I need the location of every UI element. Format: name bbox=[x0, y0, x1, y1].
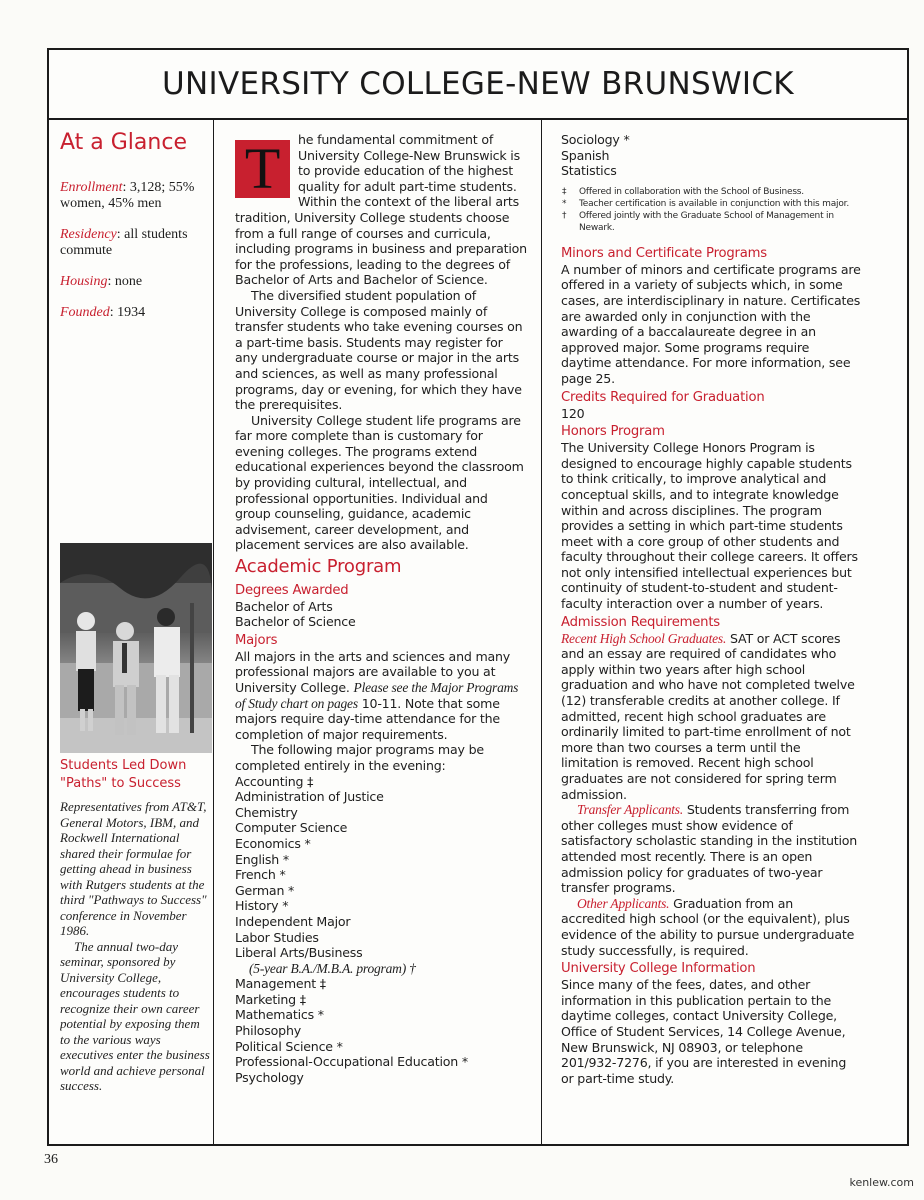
list-item: Statistics bbox=[561, 163, 617, 179]
watermark-credit: kenlew.com bbox=[849, 1176, 914, 1189]
info-text: Since many of the fees, dates, and other information in this publication pertain to the daytime colleges, contact University College, Office of Student Services, 14 College Avenue, New Brunswick, NJ 08903, or telephone 201/932-7276, if you are interested in evening or part-time study. bbox=[561, 977, 847, 1086]
list-item: Mathematics * bbox=[235, 1007, 324, 1023]
list-item: (5-year B.A./M.B.A. program) † bbox=[249, 960, 416, 976]
academic-program-heading: Academic Program bbox=[235, 556, 402, 578]
footnotes bbox=[561, 186, 861, 234]
other-applicants-text: Other Applicants. Graduation from an accredited high school (or the equivalent), plus evidence of the ability to pursue undergraduate study successfully, is required. bbox=[561, 895, 855, 958]
fact-founded: Founded: 1934 bbox=[60, 305, 146, 320]
fact-enrollment: Enrollment: 3,128; 55% women, 45% men bbox=[60, 180, 195, 211]
students-walking-image bbox=[60, 543, 212, 753]
list-item: Independent Major bbox=[235, 913, 351, 929]
info-heading: University College Information bbox=[561, 961, 756, 977]
honors-text: The University College Honors Program is designed to encourage highly capable students to think critically, to improve analytical and conceptual skills, and to integrate knowledge within and across disciplines. The program provides a setting in which part-time students meet with a core group of other students and faculty throughout their college careers. It offers not only intensified intellectual experiences but continuity of student-to-student and student-faculty interaction over a number of years. bbox=[561, 440, 858, 612]
minors-heading: Minors and Certificate Programs bbox=[561, 245, 767, 261]
degrees-heading: Degrees Awarded bbox=[235, 582, 349, 598]
list-item: Accounting ‡ bbox=[235, 773, 314, 789]
admission-heading: Admission Requirements bbox=[561, 614, 720, 630]
credits-heading: Credits Required for Graduation bbox=[561, 389, 765, 405]
list-item: Professional-Occupational Education * bbox=[235, 1054, 468, 1070]
footnote: † Offered jointly with the Graduate School of Management in Newark. bbox=[562, 210, 834, 233]
list-item: Psychology bbox=[235, 1069, 304, 1085]
degree-item: Bachelor of Arts bbox=[235, 598, 333, 614]
list-item: French * bbox=[235, 867, 286, 883]
fact-housing: Housing: none bbox=[60, 274, 143, 289]
credits-value: 120 bbox=[561, 405, 585, 421]
glance-heading: At a Glance bbox=[60, 130, 187, 155]
majors-heading: Majors bbox=[235, 632, 278, 648]
list-item: Computer Science bbox=[235, 820, 348, 836]
intro-paragraph-2: The diversified student population of University College is composed mainly of transfer students who take evening courses on a part-time basis. Students may register for any undergraduate course or major in the arts and sciences, as well as many professional programs, day or evening, for which they have the prerequisites. bbox=[235, 287, 523, 413]
right-column bbox=[561, 120, 861, 1144]
page-number: 36 bbox=[44, 1152, 58, 1167]
page-frame bbox=[47, 48, 909, 1146]
list-item: Liberal Arts/Business bbox=[235, 945, 363, 961]
list-item: Chemistry bbox=[235, 804, 298, 820]
footnote: ‡ Offered in collaboration with the School of Business. bbox=[562, 186, 804, 197]
list-item: Philosophy bbox=[235, 1023, 301, 1039]
list-item: German * bbox=[235, 882, 295, 898]
drop-cap: T bbox=[235, 140, 290, 198]
column-divider bbox=[541, 120, 542, 1144]
majors-list-continued bbox=[561, 132, 861, 179]
recent-graduates-text: Recent High School Graduates. SAT or ACT scores and an essay are required of candidates who apply within two years after high school graduation and who have not completed twelve (12) transferable credits at another college. If admitted, recent high school graduates are ordinarily limited to part-time enrollment of not more than two courses a term until the limitation is removed. Recent high school graduates are not considered for spring term admission. bbox=[561, 630, 855, 802]
list-item: Sociology * bbox=[561, 132, 630, 147]
list-item: Management ‡ bbox=[235, 976, 326, 992]
degree-item: Bachelor of Science bbox=[235, 614, 356, 630]
fact-residency: Residency: all students commute bbox=[60, 227, 188, 258]
students-photo bbox=[60, 543, 212, 753]
majors-list bbox=[235, 774, 527, 1086]
photo-caption: Representatives from AT&T, General Motors, IBM, and Rockwell International shared their formulae for getting ahead in business with Rutgers students at the third "Pathways to Success" conference in November 1986. The annual two-day seminar, sponsored by University College, encourages students to recognize their own career potential by exposing them to the various ways executives enter the business world and achieve personal success. bbox=[60, 799, 210, 1093]
majors-paragraph-1: All majors in the arts and sciences and many professional majors are available to you at University College. Please see the Major Programs of Study chart on pages 10-11. Note that some majors require day-time attendance for the completion of major requirements. bbox=[235, 648, 519, 742]
main-column bbox=[235, 120, 527, 1144]
list-item: English * bbox=[235, 851, 289, 867]
title-bar bbox=[49, 50, 907, 120]
column-divider bbox=[213, 120, 214, 1144]
list-item: History * bbox=[235, 898, 289, 914]
list-item: Economics * bbox=[235, 835, 311, 851]
list-item: Administration of Justice bbox=[235, 789, 384, 805]
list-item: Spanish bbox=[561, 147, 610, 163]
at-a-glance-column bbox=[60, 120, 212, 1144]
intro-paragraph-1: he fundamental commitment of University College-New Brunswick is to provide education of the highest quality for adult part-time students. Within the context of the liberal arts tradition, University College students choose from a full range of courses and curricula, including programs in business and preparation for the professions, leading to the degrees of Bachelor of Arts and Bachelor of Science. bbox=[235, 132, 527, 288]
list-item: Marketing ‡ bbox=[235, 991, 306, 1007]
list-item: Political Science * bbox=[235, 1038, 343, 1054]
majors-paragraph-2: The following major programs may be completed entirely in the evening: bbox=[235, 742, 484, 773]
minors-text: A number of minors and certificate programs are offered in a variety of subjects which, in some cases, are interdisciplinary in nature. Certificates are awarded only in conjunction with the awarding of a baccalaureate degree in an approved major. Some programs require daytime attendance. For more information, see page 25. bbox=[561, 261, 861, 386]
honors-heading: Honors Program bbox=[561, 424, 665, 440]
footnote: * Teacher certification is available in conjunction with this major. bbox=[562, 198, 849, 209]
transfer-applicants-text: Transfer Applicants. Students transferring from other colleges must show evidence of satisfactory scholastic standing in the institution attended most recently. There is an open admission policy for graduates of two-year transfer programs. bbox=[561, 802, 858, 896]
intro-paragraph-3: University College student life programs are far more complete than is customary for evening colleges. The programs extend educational experiences beyond the classroom by providing cultural, intellectual, and professional opportunities. Individual and group counseling, guidance, academic advisement, career development, and placement services are also available. bbox=[235, 412, 524, 553]
page-title: UNIVERSITY COLLEGE-NEW BRUNSWICK bbox=[162, 66, 794, 102]
photo-caption-heading: Students Led Down "Paths" to Success bbox=[60, 758, 187, 791]
list-item: Labor Studies bbox=[235, 929, 319, 945]
